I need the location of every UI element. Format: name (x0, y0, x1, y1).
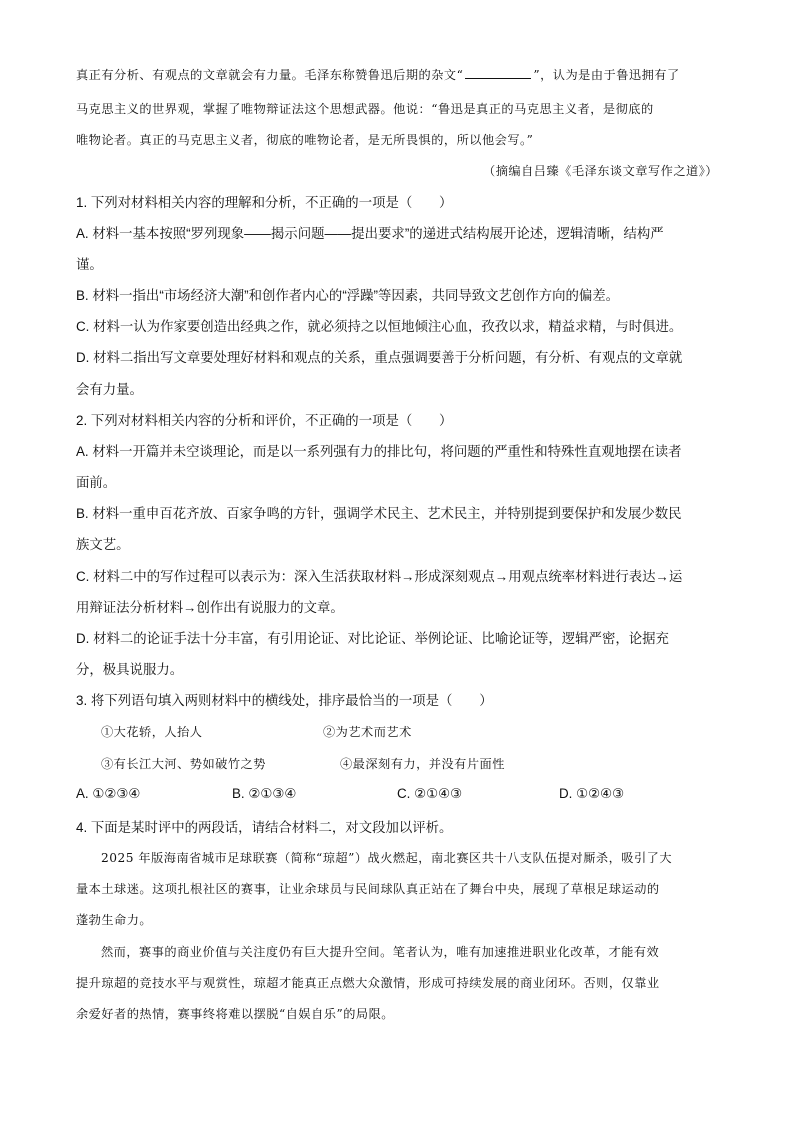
passage-source: （摘编自吕臻《毛泽东谈文章写作之道》） (483, 164, 718, 178)
q2-option-c-line-2: 用辩证法分析材料→创作出有说服力的文章。 (76, 600, 344, 615)
q2-option-d-line-1: D. 材料二的论证手法十分丰富，有引用论证、对比论证、举例论证、比喻论证等，逻辑严密，论据充 (76, 631, 669, 646)
q4-para2-line-1: 然而，赛事的商业价值与关注度仍有巨大提升空间。笔者认为，唯有加速推进职业化改革，才能有效 (101, 945, 660, 959)
passage-line-1 (76, 66, 680, 83)
q3-item-4: ④最深刻有力，并没有片面性 (340, 757, 505, 771)
q4-para2-line-3: 余爱好者的热情，赛事终将难以摆脱“自娱自乐”的局限。 (76, 1007, 394, 1021)
q4-para2-line-2: 提升琼超的竞技水平与观赏性，琼超才能真正点燃大众激情，形成可持续发展的商业闭环。否则，仅靠业 (76, 976, 660, 990)
q3-option-d: D. ①②④③ (559, 786, 625, 801)
q1-option-d-line-2: 会有力量。 (76, 382, 143, 397)
q4-para1-line-2: 量本土球迷。这项扎根社区的赛事，让业余球员与民间球队真正站在了舞台中央，展现了草根足球运动的 (76, 882, 660, 896)
q3-option-c: C. ②①④③ (397, 786, 463, 801)
q2-option-a-line-2: 面前。 (76, 475, 117, 490)
q1-stem: 1. 下列对材料相关内容的理解和分析，不正确的一项是（ ） (76, 195, 453, 210)
q3-item-3: ③有长江大河、势如破竹之势 (101, 757, 266, 771)
q1-option-a-line-2: 谨。 (76, 257, 103, 272)
q4-para1-line-1: 2025 年版海南省城市足球联赛（简称“琼超”）战火燃起，南北赛区共十八支队伍提对厮杀，吸引了大 (101, 851, 673, 865)
q3-item-1: ①大花轿，人抬人 (101, 725, 203, 739)
q2-stem: 2. 下列对材料相关内容的分析和评价，不正确的一项是（ ） (76, 413, 453, 428)
q2-option-b-line-1: B. 材料一重申百花齐放、百家争鸣的方针，强调学术民主、艺术民主，并特别提到要保护和发展少数民 (76, 506, 682, 521)
passage-line-1-a: 真正有分析、有观点的文章就会有力量。毛泽东称赞鲁迅后期的杂文“ (76, 68, 464, 82)
q4-stem: 4. 下面是某时评中的两段话，请结合材料二，对文段加以评析。 (76, 820, 453, 835)
q3-stem: 3. 将下列语句填入两则材料中的横线处，排序最恰当的一项是（ ） (76, 693, 493, 708)
passage-line-1-b: ”，认为是由于鲁迅拥有了 (533, 68, 680, 82)
q1-option-b: B. 材料一指出“市场经济大潮”和创作者内心的“浮躁”等因素，共同导致文艺创作方向的偏差。 (76, 288, 620, 303)
q2-option-a-line-1: A. 材料一开篇并未空谈理论，而是以一系列强有力的排比句，将问题的严重性和特殊性直观地摆在读者 (76, 444, 682, 459)
q2-option-d-line-2: 分，极具说服力。 (76, 662, 184, 677)
q3-option-b: B. ②①③④ (232, 786, 297, 801)
q4-para1-line-3: 蓬勃生命力。 (76, 913, 153, 927)
q1-option-a-line-1: A. 材料一基本按照“罗列现象——揭示问题——提出要求”的递进式结构展开论述，逻辑清晰，结构严 (76, 226, 664, 241)
q2-option-c-line-1: C. 材料二中的写作过程可以表示为：深入生活获取材料→形成深刻观点→用观点统率材料进行表达→运 (76, 569, 683, 584)
passage-line-2: 马克思主义的世界观，掌握了唯物辩证法这个思想武器。他说：“鲁迅是真正的马克思主义者，是彻底的 (76, 102, 654, 116)
q3-item-2: ②为艺术而艺术 (323, 725, 412, 739)
q3-option-a: A. ①②③④ (76, 786, 141, 801)
q1-option-c: C. 材料一认为作家要创造出经典之作，就必须持之以恒地倾注心血，孜孜以求，精益求精，与时俱进。 (76, 319, 683, 334)
passage-line-3: 唯物论者。真正的马克思主义者，彻底的唯物论者，是无所畏惧的，所以他会写。” (76, 133, 534, 147)
fill-blank (465, 67, 531, 79)
q1-option-d-line-1: D. 材料二指出写文章要处理好材料和观点的关系，重点强调要善于分析问题，有分析、有观点的文章就 (76, 350, 683, 365)
q2-option-b-line-2: 族文艺。 (76, 537, 130, 552)
